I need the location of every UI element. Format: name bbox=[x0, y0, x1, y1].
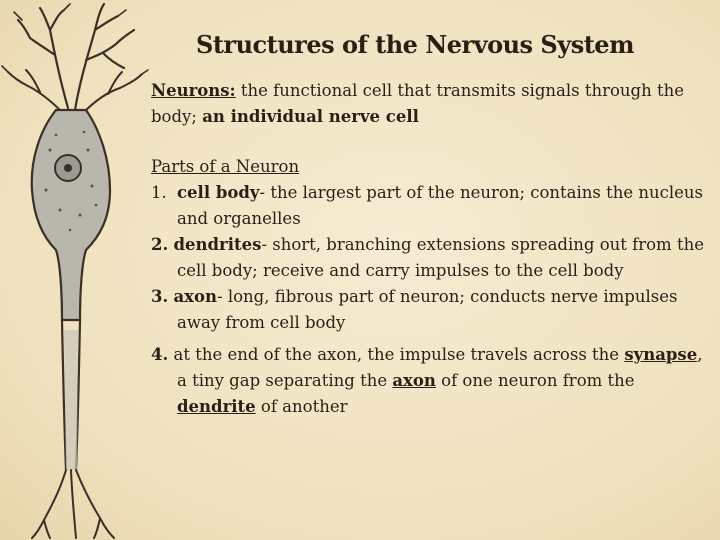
definition-emphasis: an individual nerve cell bbox=[202, 107, 419, 126]
definition-text: the functional cell that transmits signals through the body; bbox=[151, 81, 685, 126]
cell-body-shape bbox=[32, 110, 110, 320]
page-title: Structures of the Nervous System bbox=[196, 30, 634, 59]
term-dendrites: dendrites bbox=[173, 235, 262, 254]
list-item-axon: 3. axon- long, fibrous part of neuron; conducts nerve impulses away from cell body bbox=[151, 287, 678, 332]
term-axon: axon bbox=[173, 287, 218, 306]
definition-term: Neurons: bbox=[151, 81, 236, 100]
content-body bbox=[151, 78, 706, 420]
term-dendrite: dendrite bbox=[177, 397, 256, 416]
term-axon-underlined: axon bbox=[392, 371, 436, 390]
neuron-illustration bbox=[0, 0, 150, 540]
parts-heading: Parts of a Neuron bbox=[151, 157, 300, 176]
list-item-dendrites: 2. dendrites- short, branching extensions spreading out from the cell body; receive and carry impulses to the cell body bbox=[151, 235, 704, 280]
list-item-cell-body: 1. cell body- the largest part of the neuron; contains the nucleus and organelles bbox=[151, 183, 704, 228]
term-synapse: synapse bbox=[624, 345, 698, 364]
list-item-synapse: 4. at the end of the axon, the impulse travels across the synapse, a tiny gap separating the axon of one neuron from the dendrite of another bbox=[151, 345, 703, 416]
term-cell-body: cell body bbox=[177, 183, 260, 202]
neuron-definition bbox=[151, 78, 706, 130]
